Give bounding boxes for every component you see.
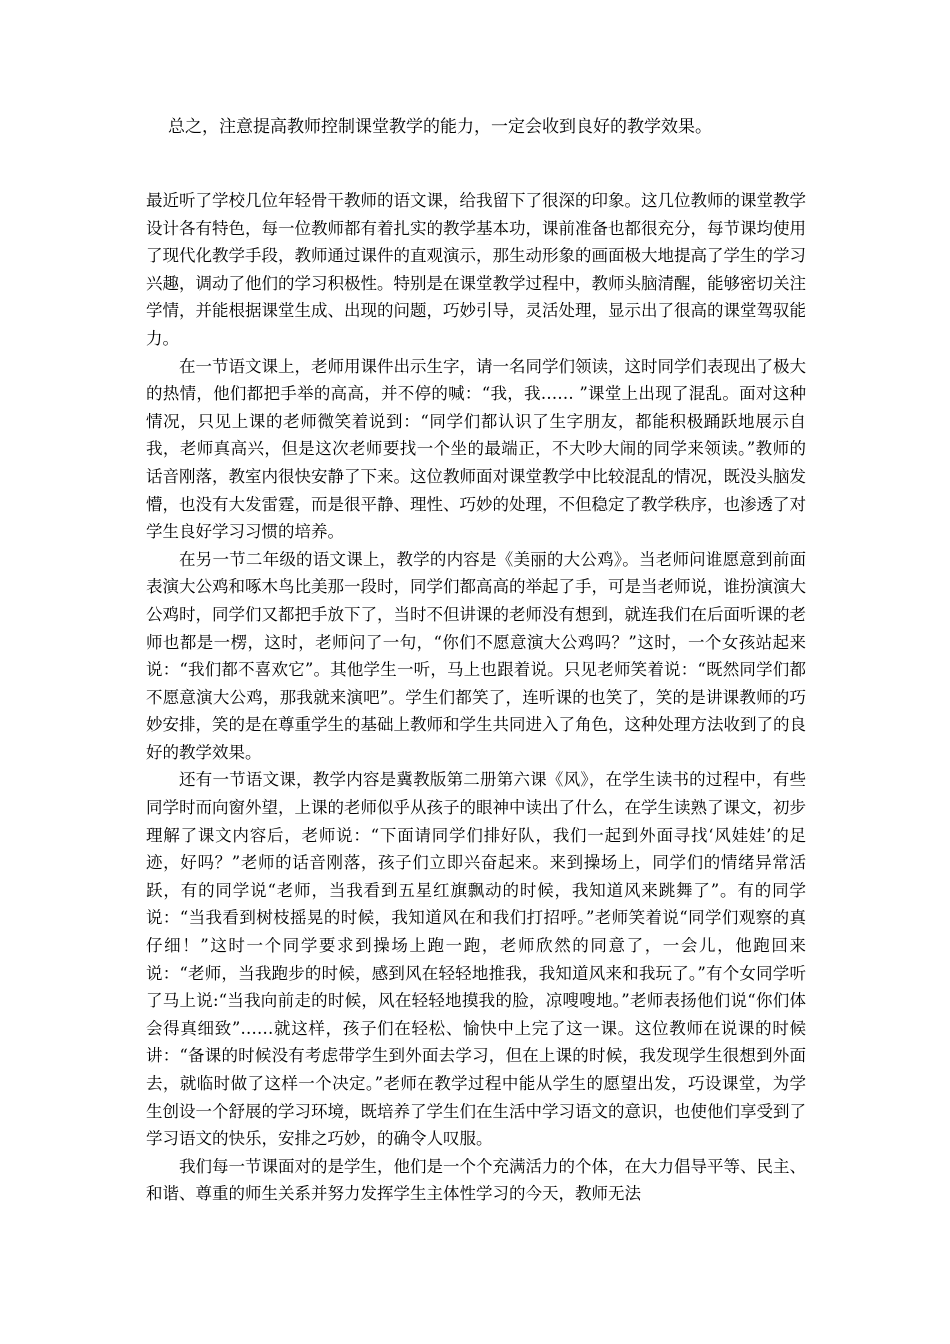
paragraph-example-2: 在另一节二年级的语文课上，教学的内容是《美丽的大公鸡》。当老师问谁愿意到前面表演大公鸡和啄木鸟比美那一段时，同学们都高高的举起了手，可是当老师说，谁扮演演大公鸡时，同学们又都把手放下了，当时不但讲课的老师没有想到，就连我们在后面听课的老师也都是一楞，这时，老师问了一句，“你们不愿意演大公鸡吗？”这时，一个女孩站起来说：“我们都不喜欢它”。其他学生一听，马上也跟着说。只见老师笑着说：“既然同学们都不愿意演大公鸡，那我就来演吧”。学生们都笑了，连听课的也笑了，笑的是讲课教师的巧妙安排，笑的是在尊重学生的基础上教师和学生共同进入了角色，这种处理方法收到了的良好的教学效果。 [146,549,806,762]
summary-sentence: 总之，注意提高教师控制课堂教学的能力，一定会收到良好的教学效果。 [168,117,712,137]
paragraph-conclusion: 我们每一节课面对的是学生，他们是一个个充满活力的个体，在大力倡导平等、民主、和谐、尊重的师生关系并努力发挥学生主体性学习的今天，教师无法 [146,1156,806,1204]
paragraph-intro: 最近听了学校几位年轻骨干教师的语文课，给我留下了很深的印象。这几位教师的课堂教学设计各有特色，每一位教师都有着扎实的教学基本功，课前准备也都很充分，每节课均使用了现代化教学手段，教师通过课件的直观演示，那生动形象的画面极大地提高了学生的学习兴趣，调动了他们的学习积极性。特别是在课堂教学过程中，教师头脑清醒，能够密切关注学情，并能根据课堂生成、出现的问题，巧妙引导，灵活处理，显示出了很高的课堂驾驭能力。 [146,191,806,348]
paragraph-example-3: 还有一节语文课，教学内容是冀教版第二册第六课《风》，在学生读书的过程中，有些同学时而向窗外望，上课的老师似乎从孩子的眼神中读出了什么，在学生读熟了课文，初步理解了课文内容后，老师说：“下面请同学们排好队，我们一起到外面寻找‘风娃娃’的足迹，好吗？”老师的话音刚落，孩子们立即兴奋起来。来到操场上，同学们的情绪异常活跃，有的同学说“老师，当我看到五星红旗飘动的时候，我知道风来跳舞了”。有的同学说：“当我看到树枝摇晃的时候，我知道风在和我们打招呼。”老师笑着说“同学们观察的真仔细！”这时一个同学要求到操场上跑一跑，老师欣然的同意了，一会儿，他跑回来说：“老师，当我跑步的时候，感到风在轻轻地推我，我知道风来和我玩了。”有个女同学听了马上说:“当我向前走的时候，风在轻轻地摸我的脸，凉嗖嗖地。”老师表扬他们说“你们体会得真细致”……就这样，孩子们在轻松、愉快中上完了这一课。这位教师在说课的时候讲：“备课的时候没有考虑带学生到外面去学习，但在上课的时候，我发现学生很想到外面去，就临时做了这样一个决定。”老师在教学过程中能从学生的愿望出发，巧设课堂，为学生创设一个舒展的学习环境，既培养了学生们在生活中学习语文的意识，也使他们享受到了学习语文的快乐，安排之巧妙，的确令人叹服。 [146,770,806,1149]
paragraph-example-1: 在一节语文课上，老师用课件出示生字，请一名同学们领读，这时同学们表现出了极大的热情，他们都把手举的高高，并不停的喊：“我，我…… ”课堂上出现了混乱。面对这种情况，只见上课的老师微笑着说到：“同学们都认识了生字朋友，都能积极踊跃地展示自我，老师真高兴，但是这次老师要找一个坐的最端正，不大吵大闹的同学来领读。”教师的话音刚落，教室内很快安静了下来。这位教师面对课堂教学中比较混乱的情况，既没头脑发懵，也没有大发雷霆，而是很平静、理性、巧妙的处理，不但稳定了教学秩序，也渗透了对学生良好学习习惯的培养。 [146,356,806,542]
article-body [146,187,806,1208]
